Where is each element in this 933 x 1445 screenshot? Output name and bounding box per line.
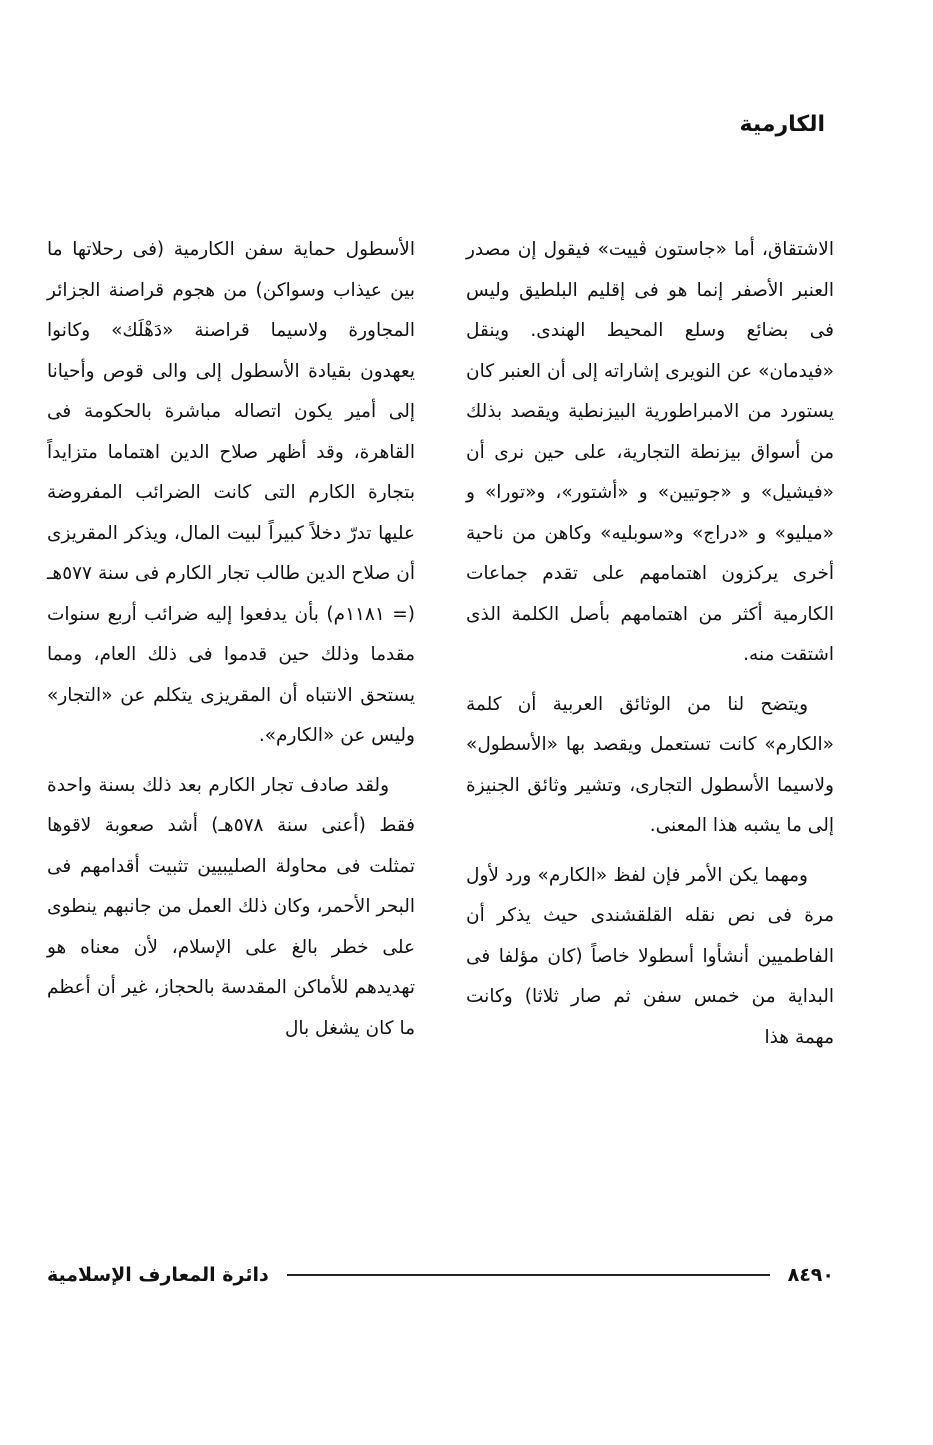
paragraph: الأسطول حماية سفن الكارمية (فى رحلاتها ما بين عيذاب وسواكن) من هجوم قراصنة الجزائر المجاورة ولاسيما قراصنة «دَهْلَك» وكانوا يعهدون بقيادة الأسطول إلى والى قوص وأحيانا إلى أمير يكون اتصاله مباشرة بالحكومة فى القاهرة، وقد أظهر صلاح الدين اهتماما متزايداً بتجارة الكارم التى كانت الضرائب المفروضة عليها تدرّ دخلاً كبيراً لبيت المال، ويذكر المقريزى أن صلاح الدين طالب تجار الكارم فى سنة ٥٧٧هـ (= ١١٨١م) بأن يدفعوا إليه ضرائب أربع سنوات مقدما وذلك حين قدموا فى ذلك العام، ومما يستحق الانتباه أن المقريزى يتكلم عن «التجار» وليس عن «الكارم». bbox=[47, 239, 415, 746]
footer-divider bbox=[287, 1274, 770, 1276]
paragraph: الاشتقاق، أما «جاستون ڤييت» فيقول إن مصدر العنبر الأصفر إنما هو فى إقليم البلطيق وليس فى بضائع وسلع المحيط الهندى. وينقل «فيدمان» عن النويرى إشاراته إلى أن العنبر كان يستورد من الامبراطورية البيزنطية ويقصد بذلك من أسواق بيزنطة التجارية، على حين نرى أن «فيشيل» و «جوتيين» و «أشتور»، و«تورا» و «ميليو» و «دراج» و«سوبليه» وكاهن من ناحية أخرى يركزون اهتمامهم على تقدم جماعات الكارمية أكثر من اهتمامهم بأصل الكلمة الذى اشتقت منه. bbox=[466, 239, 834, 665]
left-text-column bbox=[47, 230, 415, 1058]
page-number: ٨٤٩٠ bbox=[787, 1264, 834, 1286]
running-header-title: الكارمية bbox=[739, 112, 825, 137]
paragraph: ولقد صادف تجار الكارم بعد ذلك بسنة واحدة فقط (أعنى سنة ٥٧٨هـ) أشد صعوبة لاقوها تمثلت فى محاولة الصليبيين تثبيت أقدامهم فى البحر الأحمر، وكان ذلك العمل من جانبهم ينطوى على خطر بالغ على الإسلام، لأن معناه هو تهديدهم للأماكن المقدسة بالحجاز، غير أن أعظم ما كان يشغل بال bbox=[47, 774, 415, 1039]
page-footer bbox=[47, 1258, 834, 1292]
paragraph: ومهما يكن الأمر فإن لفظ «الكارم» ورد لأول مرة فى نص نقله القلقشندى حيث يذكر أن الفاطميين أنشأوا أسطولا خاصاً (كان مؤلفا فى البداية من خمس سفن ثم صار ثلاثا) وكانت مهمة هذا bbox=[466, 864, 834, 1048]
right-text-column bbox=[466, 230, 834, 1067]
paragraph: ويتضح لنا من الوثائق العربية أن كلمة «الكارم» كانت تستعمل ويقصد بها «الأسطول» ولاسيما الأسطول التجارى، وتشير وثائق الجنيزة إلى ما يشبه هذا المعنى. bbox=[466, 693, 834, 836]
publication-title: دائرة المعارف الإسلامية bbox=[47, 1264, 269, 1286]
